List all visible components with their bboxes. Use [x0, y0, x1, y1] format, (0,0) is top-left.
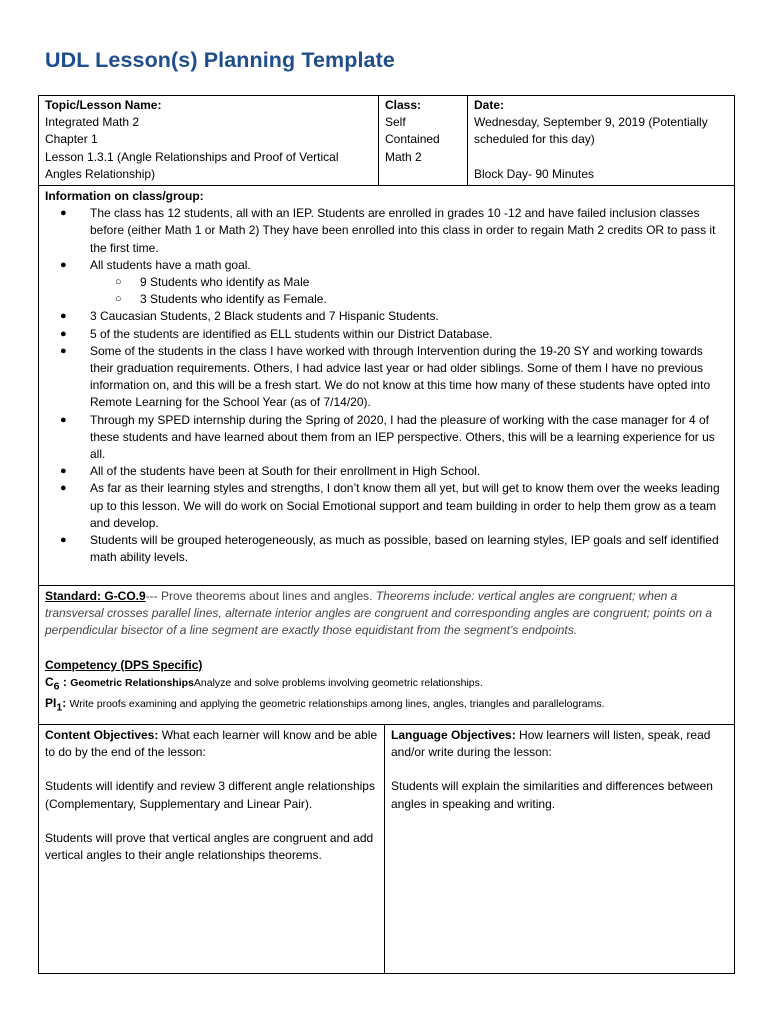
- class-line: Self: [385, 115, 406, 130]
- list-item: [45, 326, 728, 343]
- bullet-icon: ●: [60, 413, 67, 426]
- list-item-text: Through my SPED internship during the Spring of 2020, I had the pleasure of working with the case manager for 4 of these students and have learned about them from an IEP perspective. Others, this will be a learning experience for us all.: [90, 412, 715, 462]
- topic-line: Chapter 1: [45, 132, 98, 147]
- header-row: [39, 96, 734, 185]
- topic-line: Integrated Math 2: [45, 115, 140, 130]
- sub-list-item-text: 3 Students who identify as Female.: [140, 292, 327, 307]
- date-label: Date:: [474, 98, 505, 112]
- list-item: [45, 257, 728, 274]
- language-objectives-heading: [391, 727, 728, 761]
- competency-label: Competency (DPS Specific): [45, 657, 203, 672]
- competency-c6: [45, 674, 728, 696]
- language-objectives-cell: [385, 725, 734, 973]
- bullet-icon: ●: [60, 258, 67, 271]
- lesson-plan-table: [38, 95, 735, 974]
- date-cell: [468, 96, 734, 185]
- list-item-text: 5 of the students are identified as ELL students within our District Database.: [90, 326, 493, 341]
- sub-list-item-text: 9 Students who identify as Male: [140, 275, 310, 290]
- class-cell: [379, 96, 468, 185]
- language-objectives-label: Language Objectives:: [391, 728, 516, 742]
- content-objectives-cell: [39, 725, 385, 973]
- pi-text: Write proofs examining and applying the geometric relationships among lines, angles, triangles and parallelograms.: [69, 698, 605, 711]
- list-item-text: 3 Caucasian Students, 2 Black students and 7 Hispanic Students.: [90, 309, 439, 324]
- circle-bullet-icon: ○: [115, 276, 122, 289]
- bullet-icon: ●: [60, 482, 67, 495]
- class-info-section: [39, 185, 734, 585]
- bullet-icon: ●: [60, 465, 67, 478]
- bullet-icon: ●: [60, 534, 67, 547]
- content-objective-1: Students will identify and review 3 different angle relationships (Complementary, Supplementary and Linear Pair).: [45, 779, 375, 811]
- list-item-text: As far as their learning styles and strengths, I don’t know them all yet, but will get to know them over the weeks leading up to this lesson. We will do work on Social Emotional support and team building in order to help them grow as a team and develop.: [90, 481, 720, 530]
- list-item-text: Some of the students in the class I have worked with through Intervention during the 19-20 SY and working towards their graduation requirements. Others, I had advice last year or had older siblings. Some of them I have no previous information on, and this will be a fresh start. We do not know at this time how many of these students have opted into Remote Learning for the School Year (as of 7/14/20).: [90, 343, 711, 410]
- bullet-icon: ●: [60, 207, 67, 220]
- date-line: scheduled for this day): [474, 132, 595, 147]
- topic-label: Topic/Lesson Name:: [45, 98, 162, 112]
- content-objective-2: Students will prove that vertical angles are congruent and add vertical angles to their angle relationships theorems.: [45, 830, 374, 863]
- topic-line: Lesson 1.3.1 (Angle Relationships and Proof of Vertical: [45, 149, 339, 164]
- c6-subscript: 6: [53, 680, 60, 693]
- page-title: UDL Lesson(s) Planning Template: [45, 48, 395, 72]
- list-item: [45, 532, 728, 566]
- language-objectives-intro: How learners will listen, speak, read and/or write during the lesson:: [391, 728, 711, 760]
- c6-separator: :: [59, 674, 71, 689]
- list-item: [45, 308, 728, 325]
- topic-line: Angles Relationship): [45, 166, 156, 181]
- class-line: Math 2: [385, 149, 422, 164]
- c6-text: Analyze and solve problems involving geometric relationships.: [193, 676, 483, 689]
- list-item: [45, 463, 728, 480]
- circle-bullet-icon: ○: [115, 293, 122, 306]
- language-objective-1: Students will explain the similarities and differences between angles in speaking and writing.: [391, 779, 713, 811]
- content-objectives-heading: [45, 727, 378, 761]
- standard-section: [39, 585, 734, 724]
- c6-title: Geometric Relationships: [70, 676, 194, 689]
- class-label: Class:: [385, 98, 422, 112]
- topic-cell: [39, 96, 379, 185]
- pi-code: PI: [45, 696, 57, 711]
- list-item-text: The class has 12 students, all with an IEP. Students are enrolled in grades 10 -12 and have failed inclusion classes before (either Math 1 or Math 2) They have been enrolled into this class in order to regain Math 2 credits OR to pass it the first time.: [90, 206, 716, 255]
- list-item: [45, 412, 728, 464]
- pi-separator: :: [62, 696, 70, 711]
- date-line: [474, 149, 728, 166]
- date-line: Wednesday, September 9, 2019 (Potentially: [474, 115, 708, 130]
- standard-detail: Theorems include: vertical angles are congruent; when a transversal crosses parallel lines, alternate interior angles are congruent and corresponding angles are congruent; points on a perpendicular bisector of a line segment are exactly those equidistant from the segment’s endpoints.: [45, 589, 713, 638]
- pi-subscript: 1: [56, 701, 63, 714]
- standard-text: Prove theorems about lines and angles.: [157, 589, 376, 603]
- c6-code: C: [45, 674, 54, 689]
- bullet-icon: ●: [60, 344, 67, 357]
- objectives-row: [39, 724, 734, 973]
- competency-pi: [45, 695, 728, 717]
- standard-dashes: ---: [145, 589, 158, 603]
- list-item: [45, 343, 728, 412]
- sub-list-item: [45, 291, 728, 308]
- sub-list-item: [45, 274, 728, 291]
- list-item: [45, 480, 728, 532]
- bullet-icon: ●: [60, 310, 67, 323]
- list-item-text: Students will be grouped heterogeneously, as much as possible, based on learning styles, IEP goals and self identified math ability levels.: [90, 533, 719, 565]
- standard-label: Standard: G-CO.9: [45, 589, 146, 603]
- list-item-text: All of the students have been at South for their enrollment in High School.: [90, 464, 481, 479]
- content-objectives-label: Content Objectives:: [45, 728, 159, 742]
- info-label: Information on class/group:: [45, 189, 204, 203]
- content-objectives-intro: What each learner will know and be able to do by the end of the lesson:: [45, 728, 378, 760]
- date-line: Block Day- 90 Minutes: [474, 166, 595, 181]
- bullet-icon: ●: [60, 327, 67, 340]
- list-item-text: All students have a math goal.: [90, 257, 251, 272]
- class-line: Contained: [385, 132, 440, 147]
- standard-paragraph: [45, 588, 728, 640]
- list-item: [45, 205, 728, 257]
